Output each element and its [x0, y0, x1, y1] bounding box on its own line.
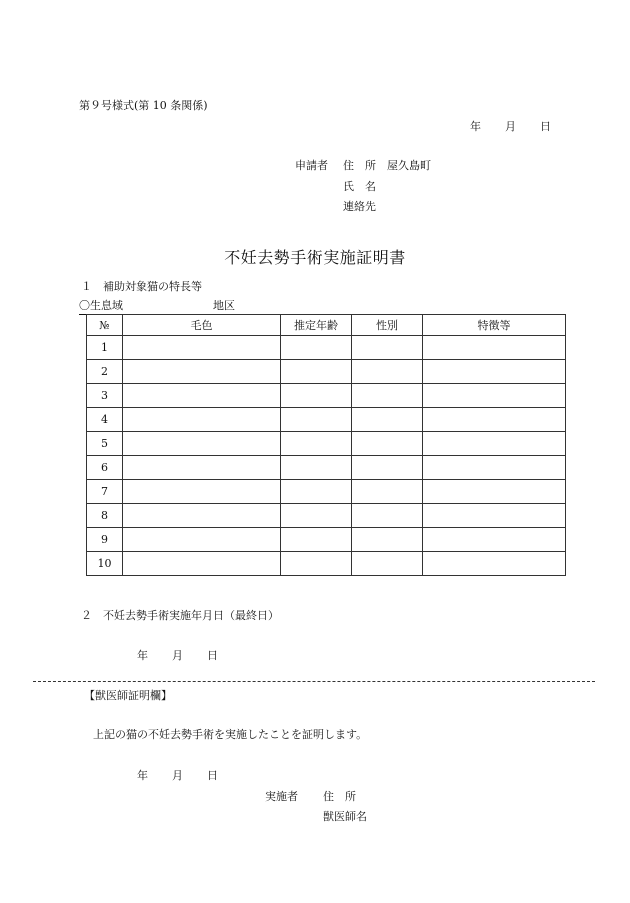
- features-cell[interactable]: [423, 504, 566, 528]
- row-number: 9: [87, 528, 123, 552]
- date-day-label: 日: [540, 120, 551, 133]
- table-row: [87, 432, 566, 456]
- coat-color-cell[interactable]: [123, 552, 281, 576]
- features-cell[interactable]: [423, 408, 566, 432]
- applicant-address-value: 屋久島町: [387, 159, 431, 172]
- features-cell[interactable]: [423, 360, 566, 384]
- habitat-prefix: 〇生息域: [79, 299, 123, 312]
- date-year-label: 年: [137, 769, 148, 782]
- applicant-address-label: 住 所: [343, 159, 376, 172]
- features-cell[interactable]: [423, 384, 566, 408]
- row-number: 6: [87, 456, 123, 480]
- vet-name-label: 獣医師名: [323, 810, 367, 823]
- date-day-label: 日: [207, 649, 218, 662]
- date-month-label: 月: [505, 120, 516, 133]
- coat-color-cell[interactable]: [123, 456, 281, 480]
- cut-line-divider: [33, 681, 595, 682]
- applicant-name-label: 氏 名: [343, 180, 376, 193]
- row-number: 7: [87, 480, 123, 504]
- sex-cell[interactable]: [352, 432, 423, 456]
- features-cell[interactable]: [423, 528, 566, 552]
- certification-statement: 上記の猫の不妊去勢手術を実施したことを証明します。: [93, 728, 368, 741]
- row-number: 5: [87, 432, 123, 456]
- table-row: [87, 480, 566, 504]
- header-number: №: [87, 315, 123, 336]
- estimated-age-cell[interactable]: [281, 504, 352, 528]
- sex-cell[interactable]: [352, 408, 423, 432]
- sex-cell[interactable]: [352, 504, 423, 528]
- sex-cell[interactable]: [352, 360, 423, 384]
- features-cell[interactable]: [423, 552, 566, 576]
- row-number: 3: [87, 384, 123, 408]
- date-year-label: 年: [137, 649, 148, 662]
- applicant-contact-label: 連絡先: [343, 200, 376, 213]
- sex-cell[interactable]: [352, 456, 423, 480]
- document-date: [470, 118, 551, 134]
- coat-color-cell[interactable]: [123, 504, 281, 528]
- implementation-date: [137, 647, 218, 663]
- coat-color-cell[interactable]: [123, 528, 281, 552]
- estimated-age-cell[interactable]: [281, 432, 352, 456]
- cat-characteristics-table: [86, 314, 566, 576]
- row-number: 1: [87, 336, 123, 360]
- row-number: 4: [87, 408, 123, 432]
- coat-color-cell[interactable]: [123, 384, 281, 408]
- implementer-label: 実施者: [265, 790, 298, 803]
- date-year-label: 年: [470, 120, 481, 133]
- implementer-address-label: 住 所: [323, 790, 356, 803]
- habitat-field: [79, 297, 235, 315]
- table-row: [87, 456, 566, 480]
- header-coat-color: 毛色: [123, 315, 281, 336]
- row-number: 8: [87, 504, 123, 528]
- sex-cell[interactable]: [352, 528, 423, 552]
- table-row: [87, 384, 566, 408]
- table-row: [87, 408, 566, 432]
- coat-color-cell[interactable]: [123, 360, 281, 384]
- section2-heading: ２ 不妊去勢手術実施年月日（最終日）: [81, 609, 279, 622]
- coat-color-cell[interactable]: [123, 408, 281, 432]
- vet-certification-heading: 【獣医師証明欄】: [84, 689, 172, 702]
- section1-heading: １ 補助対象猫の特長等: [81, 280, 202, 293]
- sex-cell[interactable]: [352, 552, 423, 576]
- header-features: 特徴等: [423, 315, 566, 336]
- features-cell[interactable]: [423, 480, 566, 504]
- sex-cell[interactable]: [352, 336, 423, 360]
- habitat-suffix: 地区: [213, 299, 235, 312]
- estimated-age-cell[interactable]: [281, 384, 352, 408]
- table-row: [87, 336, 566, 360]
- date-month-label: 月: [172, 769, 183, 782]
- coat-color-cell[interactable]: [123, 480, 281, 504]
- estimated-age-cell[interactable]: [281, 336, 352, 360]
- estimated-age-cell[interactable]: [281, 480, 352, 504]
- document-title: 不妊去勢手術実施証明書: [224, 248, 406, 267]
- applicant-label: 申請者: [295, 159, 328, 172]
- vet-certification-date: [137, 767, 218, 783]
- estimated-age-cell[interactable]: [281, 360, 352, 384]
- row-number: 10: [87, 552, 123, 576]
- table-row: [87, 504, 566, 528]
- row-number: 2: [87, 360, 123, 384]
- table-row: [87, 552, 566, 576]
- header-sex: 性別: [352, 315, 423, 336]
- sex-cell[interactable]: [352, 480, 423, 504]
- table-header-row: [87, 315, 566, 336]
- coat-color-cell[interactable]: [123, 432, 281, 456]
- estimated-age-cell[interactable]: [281, 552, 352, 576]
- estimated-age-cell[interactable]: [281, 408, 352, 432]
- header-estimated-age: 推定年齢: [281, 315, 352, 336]
- table-row: [87, 360, 566, 384]
- date-month-label: 月: [172, 649, 183, 662]
- features-cell[interactable]: [423, 432, 566, 456]
- features-cell[interactable]: [423, 336, 566, 360]
- table-row: [87, 528, 566, 552]
- coat-color-cell[interactable]: [123, 336, 281, 360]
- form-number: 第９号様式(第 10 条関係): [79, 99, 208, 112]
- estimated-age-cell[interactable]: [281, 528, 352, 552]
- date-day-label: 日: [207, 769, 218, 782]
- features-cell[interactable]: [423, 456, 566, 480]
- estimated-age-cell[interactable]: [281, 456, 352, 480]
- sex-cell[interactable]: [352, 384, 423, 408]
